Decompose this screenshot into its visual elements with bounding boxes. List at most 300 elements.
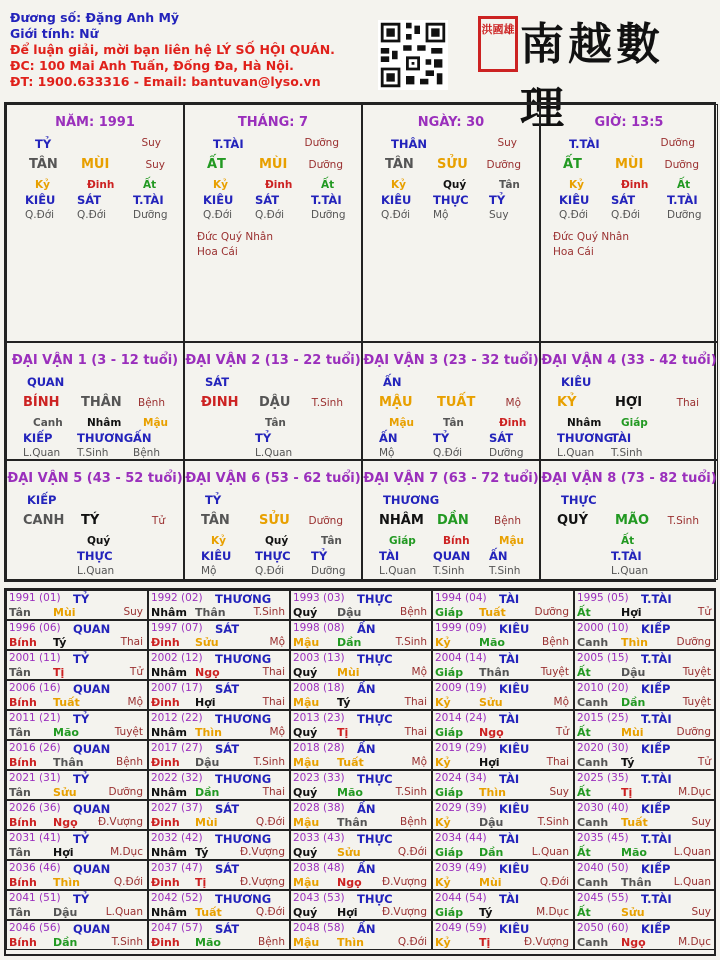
- year-star: SÁT: [215, 802, 240, 816]
- year-stage: Q.Đới: [255, 816, 285, 828]
- year-label: 2026 (36): [9, 802, 61, 814]
- hidden-stem: Nhâm: [567, 417, 602, 429]
- year-stage: L.Quan: [105, 906, 143, 918]
- pillar-star: T.TÀI: [213, 137, 244, 151]
- year-stem: Tân: [9, 726, 31, 739]
- year-star: TỶ: [73, 592, 90, 606]
- year-stage: Thai: [262, 666, 285, 678]
- hidden-star: KIÊU: [381, 193, 412, 207]
- year-stage: Q.Đới: [113, 876, 143, 888]
- qr-code-icon[interactable]: [378, 20, 448, 90]
- year-label: 2011 (21): [9, 712, 61, 724]
- year-stem: Bính: [9, 816, 37, 829]
- year-stem: Nhâm: [151, 906, 187, 919]
- year-branch: Tị: [479, 936, 491, 949]
- year-stem: Bính: [9, 696, 37, 709]
- hidden-phase: Q.Đới: [433, 447, 463, 459]
- year-star: TÀI: [499, 832, 520, 846]
- hidden-stem: Quý: [87, 535, 111, 547]
- year-branch: Dần: [53, 936, 78, 949]
- year-branch: Dần: [621, 696, 646, 709]
- year-stage: Q.Đới: [539, 876, 569, 888]
- hidden-phase: Q.Đới: [25, 209, 55, 221]
- year-stage: Dưỡng: [676, 726, 711, 738]
- year-branch: Thân: [195, 606, 226, 619]
- special-star: Hoa Cái: [197, 246, 238, 258]
- year-stem: Mậu: [293, 636, 320, 649]
- hidden-stem: Mậu: [143, 417, 169, 429]
- year-star: KIÊU: [499, 862, 530, 876]
- name-line: Đương số: Đặng Anh Mỹ: [10, 10, 180, 25]
- dai-van-star: KIÊU: [561, 375, 592, 389]
- year-star: QUAN: [73, 922, 111, 936]
- year-stem: Kỷ: [435, 936, 451, 949]
- year-label: 1998 (08): [293, 622, 345, 634]
- year-cell: [148, 740, 290, 770]
- hidden-star: ẤN: [379, 431, 398, 445]
- year-stem: Canh: [577, 816, 609, 829]
- year-cell: [148, 800, 290, 830]
- year-stem: Bính: [9, 756, 37, 769]
- year-label: 2032 (42): [151, 832, 203, 844]
- year-cell: [574, 680, 716, 710]
- year-cell: [148, 770, 290, 800]
- contact-line: Để luận giải, mời bạn liên hệ LÝ SỐ HỘI QUÁN.: [10, 42, 335, 57]
- year-branch: Hợi: [53, 846, 74, 859]
- year-label: 2015 (25): [577, 712, 629, 724]
- dai-van-stem: KỶ: [557, 395, 577, 410]
- year-stem: Tân: [9, 846, 31, 859]
- year-branch: Sửu: [53, 786, 77, 799]
- year-label: 1995 (05): [577, 592, 629, 604]
- hidden-phase: L.Quan: [255, 447, 293, 459]
- year-label: 2028 (38): [293, 802, 345, 814]
- year-branch: Hợi: [337, 906, 358, 919]
- year-star: THƯƠNG: [215, 712, 272, 726]
- year-cell: [6, 680, 148, 710]
- year-label: 2005 (15): [577, 652, 629, 664]
- year-star: ẤN: [357, 802, 376, 816]
- year-label: 2021 (31): [9, 772, 61, 784]
- year-stem: Quý: [293, 606, 318, 619]
- pillar-branch: MÙI: [81, 157, 110, 172]
- special-star: Đức Quý Nhân: [197, 231, 273, 243]
- year-star: KIÊU: [499, 682, 530, 696]
- year-star: SÁT: [215, 622, 240, 636]
- year-cell: [6, 710, 148, 740]
- year-cell: [432, 920, 574, 950]
- year-cell: [574, 890, 716, 920]
- year-cell: [574, 800, 716, 830]
- year-branch: Tuất: [337, 756, 364, 769]
- year-branch: Thân: [337, 816, 368, 829]
- gender-line: Giới tính: Nữ: [10, 26, 99, 41]
- year-label: 2048 (58): [293, 922, 345, 934]
- hidden-star: THƯƠNG: [77, 431, 134, 445]
- year-stem: Bính: [9, 936, 37, 949]
- year-cell: [574, 650, 716, 680]
- year-cell: [148, 680, 290, 710]
- year-star: TỶ: [73, 652, 90, 666]
- hidden-stem: Đinh: [621, 179, 649, 191]
- year-stage: M.Dục: [536, 906, 569, 918]
- year-star: THƯƠNG: [215, 892, 272, 906]
- hidden-star: TÀI: [611, 431, 632, 445]
- hidden-stem: Đinh: [265, 179, 293, 191]
- year-star: KIẾP: [641, 862, 671, 876]
- year-cell: [432, 830, 574, 860]
- hidden-phase: Q.Đới: [559, 209, 589, 221]
- year-stem: Nhâm: [151, 726, 187, 739]
- year-label: 2047 (57): [151, 922, 203, 934]
- year-label: 2022 (32): [151, 772, 203, 784]
- hidden-star: ẤN: [489, 549, 508, 563]
- year-stage: Đ.Vượng: [381, 906, 427, 918]
- hidden-phase: T.Sinh: [433, 565, 465, 577]
- header-info: [10, 10, 380, 90]
- year-label: 2030 (40): [577, 802, 629, 814]
- year-branch: Mùi: [479, 876, 502, 889]
- year-label: 2016 (26): [9, 742, 61, 754]
- year-star: QUAN: [73, 802, 111, 816]
- hidden-phase: Mộ: [433, 209, 449, 221]
- dai-van-stem: CANH: [23, 513, 65, 528]
- year-label: 2043 (53): [293, 892, 345, 904]
- pillar-stage-top: Suy: [141, 137, 161, 149]
- year-branch: Dậu: [337, 606, 362, 619]
- year-stem: Quý: [293, 666, 318, 679]
- year-cell: [432, 800, 574, 830]
- pillar-star: TỶ: [35, 137, 52, 151]
- year-stage: Mộ: [269, 726, 285, 738]
- pillar-stage: Dưỡng: [308, 159, 343, 171]
- dai-van-branch: DẬU: [259, 395, 291, 410]
- year-label: 1993 (03): [293, 592, 345, 604]
- dai-van-stage: Dưỡng: [308, 515, 343, 527]
- year-branch: Hợi: [479, 756, 500, 769]
- hidden-stem: Đinh: [499, 417, 527, 429]
- year-branch: Ngọ: [621, 936, 646, 949]
- year-label: 2007 (17): [151, 682, 203, 694]
- year-stem: Canh: [577, 756, 609, 769]
- year-label: 2012 (22): [151, 712, 203, 724]
- year-stem: Ất: [577, 906, 591, 919]
- year-stage: T.Sinh: [111, 936, 143, 948]
- year-cell: [290, 710, 432, 740]
- year-stem: Giáp: [435, 666, 464, 679]
- year-branch: Sửu: [621, 906, 645, 919]
- hidden-star: KIÊU: [201, 549, 232, 563]
- dai-van-7: [362, 460, 540, 580]
- pillar-stage: Dưỡng: [486, 159, 521, 171]
- year-cell: [432, 860, 574, 890]
- year-stage: Mộ: [127, 696, 143, 708]
- year-branch: Thân: [53, 756, 84, 769]
- year-branch: Tuất: [479, 606, 506, 619]
- year-stem: Kỷ: [435, 816, 451, 829]
- year-stage: Thai: [404, 726, 427, 738]
- year-star: KIẾP: [641, 742, 671, 756]
- year-star: TÀI: [499, 712, 520, 726]
- hidden-stem: Tân: [443, 417, 464, 429]
- year-branch: Thìn: [621, 636, 648, 649]
- year-stem: Đinh: [151, 816, 180, 829]
- year-stem: Bính: [9, 876, 37, 889]
- hidden-star: SÁT: [489, 431, 514, 445]
- year-stage: Suy: [691, 906, 711, 918]
- hidden-phase: Mộ: [379, 447, 395, 459]
- year-label: 2003 (13): [293, 652, 345, 664]
- year-star: THỰC: [357, 592, 393, 606]
- pillar-stem: TÂN: [29, 157, 58, 172]
- year-branch: Dậu: [195, 756, 220, 769]
- dai-van-title: ĐẠI VẬN 1 (3 - 12 tuổi): [11, 353, 179, 368]
- year-star: T.TÀI: [641, 592, 672, 606]
- year-cell: [6, 800, 148, 830]
- year-stage: Dưỡng: [108, 786, 143, 798]
- year-stage: T.Sinh: [395, 786, 427, 798]
- dai-van-title: ĐẠI VẬN 2 (13 - 22 tuổi): [185, 353, 361, 368]
- dai-van-4: [540, 342, 718, 460]
- dai-van-branch: THÂN: [81, 395, 122, 410]
- year-label: 2017 (27): [151, 742, 203, 754]
- hidden-stem: Kỷ: [569, 179, 584, 191]
- year-branch: Tị: [621, 786, 633, 799]
- year-label: 2050 (60): [577, 922, 629, 934]
- year-stage: Q.Đới: [397, 936, 427, 948]
- dai-van-stage: Thai: [676, 397, 699, 409]
- year-star: T.TÀI: [641, 832, 672, 846]
- hidden-stem: Đinh: [87, 179, 115, 191]
- year-stage: T.Sinh: [253, 606, 285, 618]
- hidden-star: SÁT: [77, 193, 102, 207]
- year-label: 1999 (09): [435, 622, 487, 634]
- pillar-2: [362, 104, 540, 342]
- year-stem: Ất: [577, 726, 591, 739]
- year-star: SÁT: [215, 862, 240, 876]
- dai-van-star: QUAN: [27, 375, 65, 389]
- hidden-stem: Kỷ: [391, 179, 406, 191]
- hidden-star: T.TÀI: [133, 193, 164, 207]
- year-branch: Tị: [337, 726, 349, 739]
- dai-van-stem: TÂN: [201, 513, 230, 528]
- year-branch: Ngọ: [337, 876, 362, 889]
- year-star: THỰC: [357, 772, 393, 786]
- year-stem: Giáp: [435, 726, 464, 739]
- dai-van-2: [184, 342, 362, 460]
- year-cell: [6, 620, 148, 650]
- pillar-branch: MÙI: [259, 157, 288, 172]
- year-stem: Đinh: [151, 756, 180, 769]
- hidden-phase: Dưỡng: [311, 209, 346, 221]
- year-branch: Sửu: [337, 846, 361, 859]
- year-cell: [574, 920, 716, 950]
- hidden-stem: Quý: [443, 179, 467, 191]
- year-branch: Mão: [53, 726, 79, 739]
- year-cell: [290, 680, 432, 710]
- year-label: 2033 (43): [293, 832, 345, 844]
- year-label: 2000 (10): [577, 622, 629, 634]
- year-cell: [290, 830, 432, 860]
- year-cell: [290, 800, 432, 830]
- dai-van-branch: SỬU: [259, 513, 290, 528]
- year-cell: [290, 770, 432, 800]
- year-branch: Tý: [621, 756, 635, 769]
- year-branch: Ngọ: [479, 726, 504, 739]
- year-label: 2027 (37): [151, 802, 203, 814]
- pillar-stem: ẤT: [563, 157, 582, 172]
- year-stage: L.Quan: [531, 846, 569, 858]
- year-branch: Thìn: [53, 876, 80, 889]
- year-cell: [574, 620, 716, 650]
- hidden-phase: Dưỡng: [311, 565, 346, 577]
- year-cell: [6, 830, 148, 860]
- special-star: Hoa Cái: [553, 246, 594, 258]
- year-branch: Mão: [195, 936, 221, 949]
- year-label: 2042 (52): [151, 892, 203, 904]
- hidden-star: QUAN: [433, 549, 471, 563]
- year-branch: Dần: [337, 636, 362, 649]
- year-cell: [290, 890, 432, 920]
- pillar-title: NGÀY: 30: [417, 115, 485, 130]
- hidden-phase: Q.Đới: [255, 209, 285, 221]
- year-branch: Dậu: [53, 906, 78, 919]
- year-stem: Giáp: [435, 846, 464, 859]
- dai-van-star: ẤN: [383, 375, 402, 389]
- year-label: 2045 (55): [577, 892, 629, 904]
- pillar-stem: TÂN: [385, 157, 414, 172]
- year-star: SÁT: [215, 922, 240, 936]
- year-cell: [290, 650, 432, 680]
- hidden-stem: Kỷ: [35, 179, 50, 191]
- year-stage: L.Quan: [673, 876, 711, 888]
- year-label: 2020 (30): [577, 742, 629, 754]
- year-branch: Mùi: [53, 606, 76, 619]
- year-stem: Giáp: [435, 906, 464, 919]
- year-label: 2023 (33): [293, 772, 345, 784]
- hidden-star: SÁT: [611, 193, 636, 207]
- dai-van-6: [184, 460, 362, 580]
- year-star: THƯƠNG: [215, 832, 272, 846]
- year-stage: Đ.Vượng: [239, 846, 285, 858]
- pillar-1: [184, 104, 362, 342]
- year-label: 2039 (49): [435, 862, 487, 874]
- year-branch: Tị: [195, 876, 207, 889]
- year-branch: Tuất: [195, 906, 222, 919]
- year-stem: Mậu: [293, 936, 320, 949]
- year-stage: Đ.Vượng: [239, 876, 285, 888]
- dai-van-title: ĐẠI VẬN 3 (23 - 32 tuổi): [363, 353, 539, 368]
- year-stem: Kỷ: [435, 636, 451, 649]
- dai-van-1: [6, 342, 184, 460]
- hidden-phase: Bệnh: [133, 447, 160, 459]
- year-star: THƯƠNG: [215, 652, 272, 666]
- year-stage: Thai: [262, 786, 285, 798]
- hidden-star: THỰC: [77, 549, 113, 563]
- year-star: ẤN: [357, 862, 376, 876]
- year-stage: M.Dục: [110, 846, 143, 858]
- dai-van-branch: TUẤT: [437, 395, 476, 410]
- hidden-star: T.TÀI: [311, 193, 342, 207]
- dai-van-title: ĐẠI VẬN 7 (63 - 72 tuổi): [363, 471, 539, 486]
- hidden-star: THỰC: [433, 193, 469, 207]
- year-cell: [148, 890, 290, 920]
- year-cell: [148, 590, 290, 620]
- year-stem: Canh: [577, 696, 609, 709]
- hidden-stem: Mậu: [499, 535, 525, 547]
- year-stage: Bệnh: [400, 816, 427, 828]
- pillar-branch: SỬU: [437, 157, 468, 172]
- year-stage: T.Sinh: [537, 816, 569, 828]
- year-stage: L.Quan: [673, 846, 711, 858]
- year-stage: Mộ: [553, 696, 569, 708]
- year-stem: Đinh: [151, 696, 180, 709]
- year-star: KIÊU: [499, 742, 530, 756]
- year-stage: Thai: [546, 756, 569, 768]
- year-stage: M.Dục: [678, 786, 711, 798]
- year-branch: Tý: [53, 636, 67, 649]
- year-star: QUAN: [73, 862, 111, 876]
- dai-van-star: THƯƠNG: [383, 493, 440, 507]
- year-label: 1994 (04): [435, 592, 487, 604]
- year-stage: Tử: [129, 666, 143, 678]
- year-label: 2001 (11): [9, 652, 61, 664]
- year-cell: [574, 710, 716, 740]
- year-stem: Giáp: [435, 606, 464, 619]
- year-star: T.TÀI: [641, 772, 672, 786]
- year-stem: Tân: [9, 906, 31, 919]
- hidden-phase: T.Sinh: [611, 447, 643, 459]
- year-stage: Bệnh: [258, 936, 285, 948]
- year-stage: Đ.Vượng: [381, 876, 427, 888]
- year-branch: Dậu: [621, 666, 646, 679]
- year-branch: Mão: [479, 636, 505, 649]
- year-stem: Canh: [577, 936, 609, 949]
- year-branch: Hợi: [195, 696, 216, 709]
- year-cell: [432, 710, 574, 740]
- year-stage: Bệnh: [116, 756, 143, 768]
- year-cell: [6, 650, 148, 680]
- dai-van-3: [362, 342, 540, 460]
- pillar-title: NĂM: 1991: [55, 115, 135, 130]
- year-stem: Nhâm: [151, 846, 187, 859]
- year-star: TÀI: [499, 592, 520, 606]
- year-label: 1997 (07): [151, 622, 203, 634]
- year-stage: Đ.Vượng: [97, 816, 143, 828]
- year-stem: Mậu: [293, 816, 320, 829]
- year-star: THỰC: [357, 712, 393, 726]
- year-stage: Suy: [123, 606, 143, 618]
- dai-van-stage: T.Sinh: [311, 397, 343, 409]
- dai-van-title: ĐẠI VẬN 4 (33 - 42 tuổi): [541, 353, 717, 368]
- year-label: 2034 (44): [435, 832, 487, 844]
- dai-van-stem: NHÂM: [379, 513, 424, 528]
- year-stem: Bính: [9, 636, 37, 649]
- dai-van-star: THỰC: [561, 493, 597, 507]
- year-branch: Mùi: [337, 666, 360, 679]
- hidden-stem: Giáp: [621, 417, 648, 429]
- year-branch: Tý: [337, 696, 351, 709]
- dai-van-stage: T.Sinh: [667, 515, 699, 527]
- hidden-stem: Canh: [33, 417, 63, 429]
- year-cell: [148, 830, 290, 860]
- hidden-phase: Q.Đới: [611, 209, 641, 221]
- pillar-title: GIỜ: 13:5: [594, 115, 664, 130]
- year-star: TỶ: [73, 832, 90, 846]
- dai-van-stage: Mộ: [505, 397, 521, 409]
- year-branch: Dần: [195, 786, 220, 799]
- hidden-star: T.TÀI: [611, 549, 642, 563]
